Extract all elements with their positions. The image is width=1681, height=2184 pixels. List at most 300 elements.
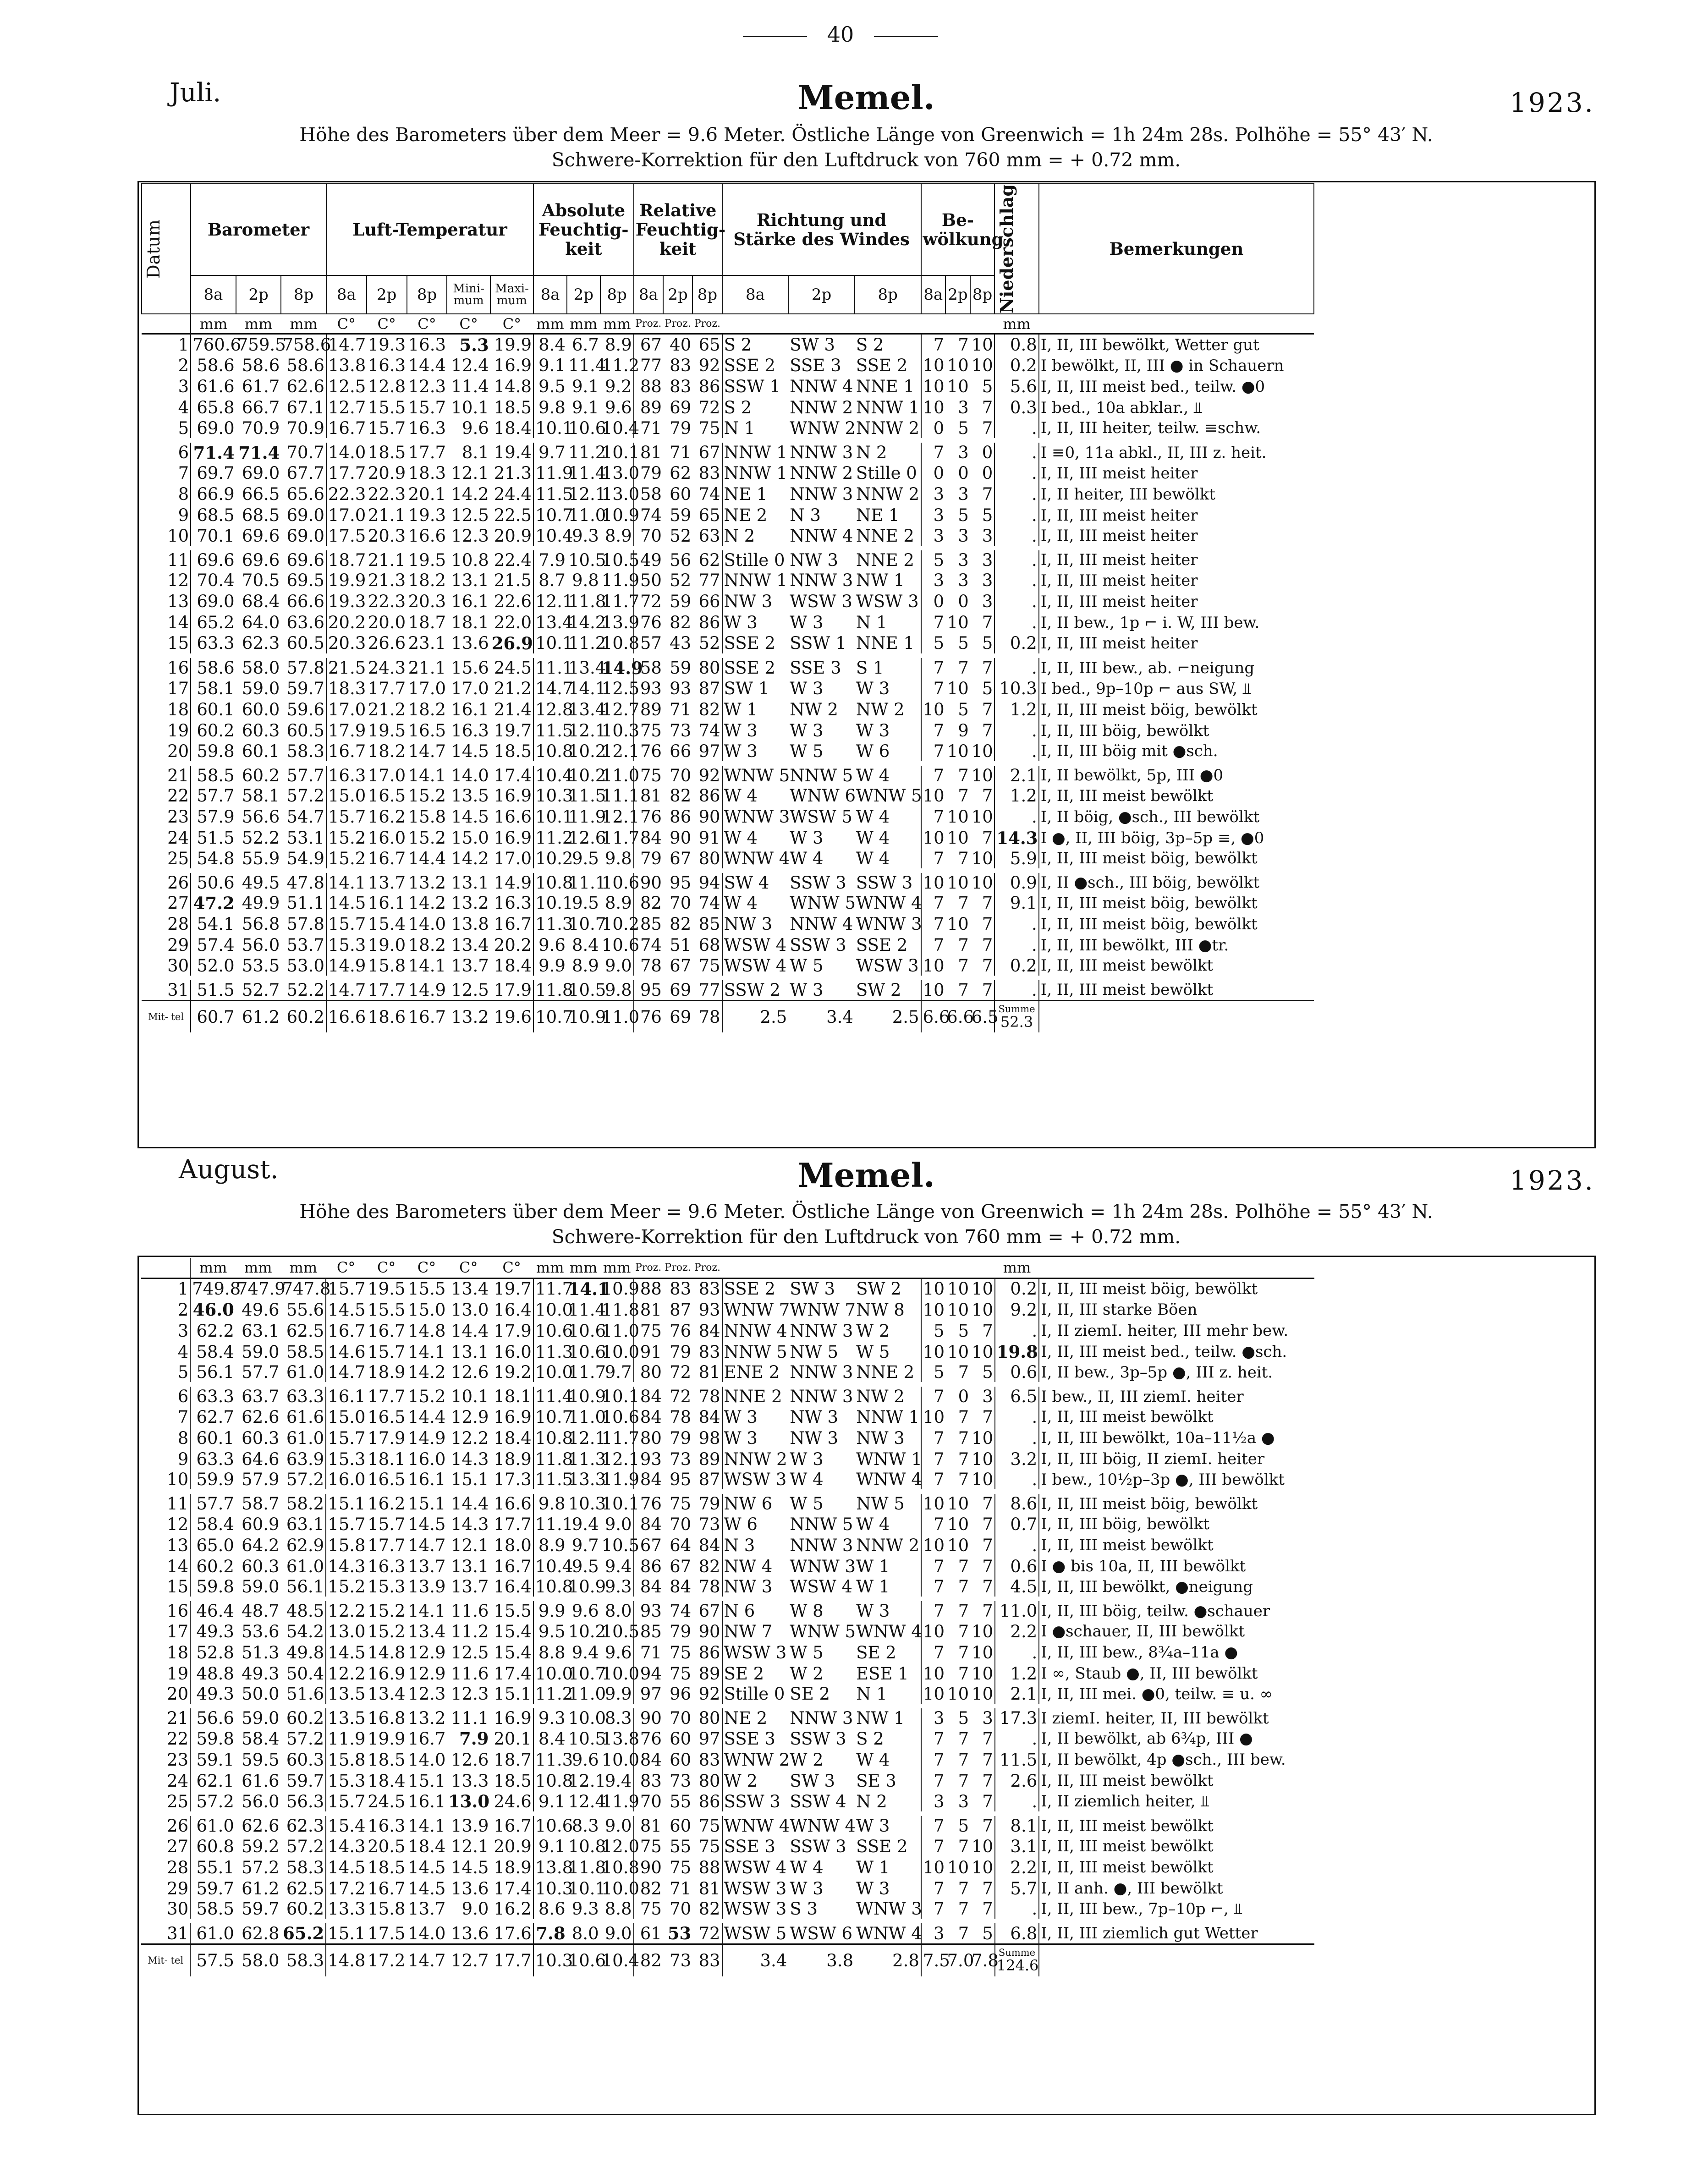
data-cell: 7 <box>958 1577 969 1597</box>
data-cell: 13.0 <box>451 1300 489 1320</box>
data-cell: 76 <box>640 807 662 827</box>
data-cell: 7 <box>970 785 995 807</box>
data-cell: 14.7 <box>535 679 573 699</box>
data-cell: W 3 <box>855 1599 921 1621</box>
data-cell: NNW 4 <box>724 1321 787 1341</box>
data-cell: 8.8 <box>600 1899 634 1921</box>
data-cell: 70 <box>670 893 692 913</box>
data-cell: 10.3 <box>600 720 634 741</box>
data-cell: 10.4 <box>535 1556 573 1576</box>
data-cell: 84 <box>640 828 662 848</box>
remark-cell: I, II, III böig, teilw. ●schauer <box>1041 1602 1270 1620</box>
data-cell: S 2 <box>724 398 752 418</box>
table-row <box>142 807 1314 828</box>
data-cell: 15.8 <box>368 955 406 976</box>
remark-cell: I bed., 10a abklar., ⫫ <box>1040 398 1203 417</box>
day-number: 11 <box>142 548 191 570</box>
data-cell: . <box>994 978 1038 1001</box>
data-cell: NW 3 <box>790 550 838 570</box>
station-info: Höhe des Barometers über dem Meer = 9.6 Meter. Östliche Länge von Greenwich = 1h 24m 28s. Polhöhe = 55° 43′ N. <box>299 1201 1433 1223</box>
data-cell: 16.4 <box>490 1577 533 1599</box>
data-cell: 52 <box>670 526 692 546</box>
data-cell: 61.2 <box>242 1878 280 1899</box>
data-cell: 14.4 <box>408 848 446 868</box>
data-cell: 5 <box>970 1921 995 1944</box>
data-cell: 15.4 <box>490 1621 533 1642</box>
gravity-correction: Schwere-Korrektion für den Luftdruck von 760 mm = + 0.72 mm. <box>551 1226 1181 1248</box>
data-cell: 60.2 <box>281 1899 326 1921</box>
data-cell: 60.2 <box>281 1706 326 1728</box>
remark-cell: I bed., 9p–10p ⌐ aus SW, ⫫ <box>1040 679 1252 698</box>
data-cell: 3 <box>933 1791 945 1811</box>
remark-cell: I, II, III böig, bewölkt <box>1041 1515 1209 1533</box>
data-cell: WNW 6 <box>790 786 856 806</box>
data-cell: NNW 2 <box>724 1449 787 1469</box>
mittel-value <box>1039 1000 1314 1032</box>
data-cell: 19.3 <box>408 505 446 526</box>
data-cell: NW 4 <box>724 1556 773 1576</box>
data-cell: 15.3 <box>328 1771 366 1791</box>
data-cell: 97 <box>692 741 722 763</box>
data-cell: 7 <box>958 1729 969 1749</box>
data-cell: 70 <box>670 1708 692 1728</box>
data-cell: 78 <box>640 955 662 976</box>
data-cell: W 3 <box>790 1878 824 1899</box>
data-cell: 74 <box>640 505 662 526</box>
year-label: 1923. <box>1509 1165 1595 1196</box>
data-cell: 83 <box>692 463 722 484</box>
data-cell: 7 <box>970 1577 995 1599</box>
data-cell: 14.5 <box>408 1857 446 1877</box>
table-row <box>142 463 1314 484</box>
data-cell: NNE 2 <box>724 1387 782 1406</box>
data-cell: 10.7 <box>568 914 606 934</box>
data-cell: 54.8 <box>197 848 235 868</box>
data-cell: 9.8 <box>600 978 634 1001</box>
mittel-value: 73 <box>670 1950 692 1970</box>
data-cell: 16.3 <box>368 1816 406 1836</box>
data-cell: 10 <box>947 1535 969 1555</box>
data-cell: 52.2 <box>281 978 326 1001</box>
data-cell: 17.9 <box>490 1320 533 1341</box>
data-cell: 13.3 <box>451 1771 489 1791</box>
unit-cell <box>921 1258 946 1278</box>
remark-cell: I ●schauer, II, III bewölkt <box>1041 1622 1245 1641</box>
remark-cell: I, II, III meist heiter <box>1040 551 1198 570</box>
data-cell: 14.7 <box>328 335 366 355</box>
mittel-value: 57.5 <box>196 1950 234 1970</box>
data-cell: 7 <box>958 1601 969 1621</box>
data-cell: 10 <box>970 1621 995 1642</box>
niederschlag-header-text: Niederschlag <box>996 184 1017 313</box>
data-cell: 7 <box>933 1642 945 1663</box>
unit-cell <box>788 314 855 334</box>
data-cell: . <box>994 418 1038 440</box>
data-cell: 16.7 <box>408 1729 446 1749</box>
data-cell: 7 <box>958 1642 969 1663</box>
data-cell: 89 <box>692 1449 722 1470</box>
data-cell: 14.5 <box>451 1857 489 1877</box>
data-cell: WSW 4 <box>724 935 787 955</box>
data-cell: 59 <box>670 592 692 612</box>
data-cell: 63.1 <box>281 1514 326 1535</box>
data-cell: 5 <box>970 505 995 526</box>
day-number: 8 <box>141 1427 190 1449</box>
data-cell: 5 <box>958 700 969 720</box>
data-cell: 17.7 <box>368 679 406 699</box>
data-cell: 9.7 <box>600 1362 634 1384</box>
data-cell: . <box>994 612 1038 633</box>
data-cell: 79 <box>670 1428 692 1448</box>
data-cell: 84 <box>692 1535 722 1556</box>
data-cell: 49.3 <box>196 1621 234 1641</box>
day-number: 1 <box>142 334 191 355</box>
data-cell: 14.4 <box>451 1494 489 1514</box>
data-cell: 10.5 <box>600 548 634 570</box>
unit-cell <box>1039 1258 1314 1278</box>
data-cell: 65.6 <box>281 484 326 505</box>
data-cell: 84 <box>640 1470 662 1489</box>
day-number: 19 <box>141 1663 190 1684</box>
data-cell: 12.1 <box>600 807 634 828</box>
data-cell: 20.3 <box>368 526 406 546</box>
data-cell: 7 <box>970 893 995 914</box>
data-cell: 86 <box>670 807 692 827</box>
data-cell: 57.2 <box>281 785 326 807</box>
data-cell: 24.4 <box>490 484 533 505</box>
data-cell: 10 <box>970 1857 995 1878</box>
mittel-value: 17.2 <box>368 1950 406 1970</box>
data-cell: 50.4 <box>281 1663 326 1684</box>
data-cell: 18.4 <box>368 1771 406 1791</box>
unit-label: mm <box>244 1259 272 1277</box>
data-cell: 7 <box>970 699 995 720</box>
data-cell: 11.3 <box>535 1750 573 1770</box>
table-row <box>142 484 1314 505</box>
remark-cell: I, II, III meist heiter <box>1040 634 1198 653</box>
data-cell: 8.9 <box>571 955 599 976</box>
data-cell: SSW 4 <box>790 1791 846 1811</box>
data-cell: WNW 3 <box>855 1899 921 1921</box>
data-cell: 59.6 <box>281 699 326 720</box>
data-cell: 51 <box>670 935 692 955</box>
data-cell: 93 <box>640 1449 662 1469</box>
data-cell: 24.6 <box>490 1791 533 1814</box>
data-cell: 77 <box>692 978 722 1001</box>
data-cell: 8.9 <box>538 1535 566 1555</box>
data-cell: 98 <box>692 1427 722 1449</box>
data-cell: WNW 4 <box>724 848 790 868</box>
data-cell: 58.6 <box>242 356 280 376</box>
data-cell: 14.5 <box>451 741 489 761</box>
data-cell: W 3 <box>724 613 758 633</box>
data-cell: 10 <box>923 873 945 893</box>
data-cell: 85 <box>640 914 662 934</box>
hour-header: 2p <box>567 275 600 314</box>
table-row <box>141 1320 1314 1341</box>
data-cell: 8.0 <box>571 1923 599 1943</box>
data-cell: 15.3 <box>328 1449 366 1469</box>
data-cell: NNE 2 <box>855 526 921 548</box>
data-cell: 10.0 <box>600 1878 634 1899</box>
data-cell: NNW 2 <box>790 463 853 483</box>
data-cell: 11.7 <box>600 828 634 849</box>
table-row <box>142 871 1314 893</box>
data-cell: 9.0 <box>600 1514 634 1535</box>
data-cell: 49.3 <box>196 1684 234 1704</box>
data-cell: 10 <box>947 1300 969 1320</box>
data-cell: 10 <box>923 1342 945 1362</box>
data-cell: 60.1 <box>196 1428 234 1448</box>
data-cell: W 1 <box>855 1577 921 1599</box>
data-cell: NNW 3 <box>790 1387 853 1406</box>
data-cell: 97 <box>640 1684 662 1704</box>
data-cell: 7 <box>933 1556 945 1576</box>
day-number: 25 <box>142 849 191 871</box>
data-cell: W 3 <box>724 721 758 741</box>
data-cell: 15.7 <box>328 1791 366 1811</box>
remark-cell: I, II, III meist heiter <box>1040 592 1198 611</box>
data-cell: 8.6 <box>995 1492 1039 1514</box>
data-cell: 10.0 <box>600 1341 634 1362</box>
data-cell: 10 <box>923 828 945 848</box>
data-cell: NNW 3 <box>790 484 853 505</box>
data-cell: 15.2 <box>368 1601 406 1621</box>
hour-header: 8a <box>722 275 789 314</box>
data-cell: 73 <box>670 1449 692 1469</box>
data-cell: 59.0 <box>242 1342 280 1362</box>
data-cell: 3 <box>958 398 969 418</box>
data-cell: 12.9 <box>451 1407 489 1427</box>
data-cell: 87 <box>692 1470 722 1492</box>
data-cell: 10 <box>923 1407 945 1427</box>
hour-header: Maxi- mum <box>490 275 533 314</box>
data-cell: 10.4 <box>600 418 634 440</box>
data-cell: W 3 <box>855 1814 921 1836</box>
data-cell: 7 <box>970 418 995 440</box>
data-cell: 8.3 <box>600 1706 634 1728</box>
data-cell: 10.6 <box>535 1816 573 1836</box>
data-cell: NW 1 <box>855 1706 921 1728</box>
unit-label: C° <box>418 315 436 333</box>
data-cell: 12.9 <box>408 1642 446 1663</box>
data-cell: 10.0 <box>600 1749 634 1770</box>
data-cell: 17.4 <box>490 763 533 785</box>
data-cell: 759.5 <box>237 335 286 355</box>
data-cell: 11.7 <box>535 1279 573 1299</box>
hour-header: 8p <box>600 275 634 314</box>
data-cell: 12.1 <box>451 1535 489 1555</box>
data-cell: 0 <box>933 418 945 438</box>
data-cell: W 5 <box>855 1341 921 1362</box>
data-cell: 14.5 <box>328 1642 366 1663</box>
data-cell: 60.3 <box>242 1556 280 1576</box>
data-cell: 10.2 <box>568 765 606 785</box>
data-cell: 8.4 <box>571 935 599 955</box>
mittel-value: 3.8 <box>826 1950 854 1970</box>
mittel-value: 10.3 <box>535 1950 573 1970</box>
data-cell: 58.1 <box>197 679 235 699</box>
data-cell: 83 <box>692 1749 722 1770</box>
data-cell: 66.6 <box>281 591 326 612</box>
data-cell: 47.8 <box>281 871 326 893</box>
data-cell: WSW 3 <box>724 1642 787 1663</box>
data-cell: 17.6 <box>490 1921 533 1944</box>
data-cell: NE 2 <box>724 505 768 526</box>
data-cell: 10 <box>947 1684 969 1704</box>
data-cell: 7 <box>933 1836 945 1856</box>
data-cell: 9.1 <box>994 893 1038 914</box>
unit-label: C° <box>336 1259 356 1277</box>
data-cell: 7.8 <box>536 1923 566 1943</box>
data-cell: . <box>994 656 1038 678</box>
data-cell: 19.8 <box>995 1341 1039 1362</box>
data-cell: . <box>994 807 1038 828</box>
data-cell: SSW 3 <box>855 871 921 893</box>
data-cell: 59.0 <box>242 1708 280 1728</box>
data-cell: 82 <box>640 1878 662 1899</box>
data-cell: 10.3 <box>568 1494 606 1514</box>
mittel-value <box>1039 1944 1314 1976</box>
data-cell: 7 <box>970 935 995 956</box>
table-row <box>142 418 1314 440</box>
hour-header: 8a <box>921 275 946 314</box>
data-cell: 7.9 <box>538 550 566 570</box>
data-cell: 59.7 <box>196 1878 234 1899</box>
data-cell: 88 <box>640 1279 662 1299</box>
data-cell: 69.6 <box>242 550 280 570</box>
data-cell: 75 <box>640 1321 662 1341</box>
data-cell: 95 <box>670 1470 692 1489</box>
data-cell: 54.7 <box>281 807 326 828</box>
data-cell: 19.7 <box>490 1278 533 1299</box>
data-cell: 17.9 <box>328 721 366 741</box>
data-cell: 21.5 <box>328 658 366 678</box>
data-cell: 9.5 <box>571 893 599 913</box>
data-cell: 0.8 <box>994 334 1038 355</box>
data-cell: W 2 <box>724 1771 758 1791</box>
data-cell: 10 <box>923 980 945 1000</box>
data-cell: 3.2 <box>995 1449 1039 1470</box>
table-row <box>142 956 1314 978</box>
remark-cell: I, II, III meist böig, bewölkt <box>1041 1494 1258 1513</box>
data-cell: 80 <box>692 1770 722 1791</box>
data-cell: 68.4 <box>242 592 280 612</box>
data-cell: 7 <box>970 1514 995 1535</box>
day-number: 23 <box>141 1749 190 1770</box>
data-cell: 5 <box>933 633 945 653</box>
hour-header: 8p <box>970 275 995 314</box>
data-cell: 10.7 <box>568 1663 606 1684</box>
data-cell: 16.9 <box>368 1663 406 1684</box>
data-cell: 57.7 <box>242 1362 280 1382</box>
data-cell: 48.7 <box>242 1601 280 1621</box>
month-title: August. <box>179 1155 279 1185</box>
data-cell: 10 <box>970 1684 995 1706</box>
data-cell: 9.6 <box>600 397 634 418</box>
data-cell: 10 <box>947 356 969 376</box>
data-cell: NW 3 <box>724 914 773 934</box>
data-cell: 16.9 <box>490 355 533 376</box>
july-table <box>141 183 1314 1032</box>
data-cell: 12.3 <box>451 1684 489 1704</box>
data-cell: 14.0 <box>408 914 446 934</box>
data-cell: 5 <box>933 550 945 570</box>
data-cell: 7 <box>933 1449 945 1469</box>
data-cell: 68.5 <box>242 505 280 526</box>
data-cell: 12.1 <box>568 1771 606 1791</box>
year-label: 1923. <box>1509 87 1595 118</box>
data-cell: 90 <box>640 1857 662 1877</box>
data-cell: NW 2 <box>855 1384 921 1406</box>
hour-header: 8p <box>855 275 921 314</box>
data-cell: 57.7 <box>197 786 235 806</box>
data-cell: . <box>994 935 1038 956</box>
data-cell: 69.0 <box>197 592 235 612</box>
data-cell: 87 <box>670 1300 692 1320</box>
data-cell: 11.4 <box>568 1300 606 1320</box>
table-row <box>142 656 1314 678</box>
data-cell: 7 <box>970 828 995 849</box>
data-cell: 58.4 <box>242 1729 280 1749</box>
data-cell: 18.5 <box>368 1857 406 1877</box>
data-cell: 3 <box>970 1706 995 1728</box>
data-cell: 11.8 <box>535 980 573 1000</box>
data-cell: W 4 <box>855 807 921 828</box>
data-cell: 58 <box>640 484 662 505</box>
data-cell: 60.3 <box>281 1749 326 1770</box>
table-row <box>141 1449 1314 1470</box>
data-cell: 14.5 <box>451 807 489 827</box>
data-cell: W 3 <box>724 1428 758 1448</box>
data-cell: 11.7 <box>600 591 634 612</box>
data-cell: 0.2 <box>994 355 1038 376</box>
data-cell: N 1 <box>855 612 921 633</box>
data-cell: 17.7 <box>368 980 406 1000</box>
data-cell: 74 <box>670 1601 692 1621</box>
table-row <box>141 1684 1314 1706</box>
data-cell: 8.9 <box>600 893 634 914</box>
data-cell: 57.8 <box>281 914 326 935</box>
day-number: 16 <box>141 1599 190 1621</box>
data-cell: 17.0 <box>328 505 366 526</box>
data-cell: 17.7 <box>490 1514 533 1535</box>
data-cell: 10 <box>970 1663 995 1684</box>
data-cell: 12.1 <box>535 592 573 612</box>
data-cell: 64.6 <box>242 1449 280 1469</box>
unit-cell <box>921 314 946 334</box>
data-cell: 22.3 <box>368 484 406 505</box>
data-cell: 16.4 <box>490 1299 533 1320</box>
data-cell: W 8 <box>790 1601 824 1621</box>
unit-label: C° <box>377 315 396 333</box>
data-cell: SSW 3 <box>790 935 846 955</box>
table-row <box>141 1814 1314 1836</box>
data-cell: 14.9 <box>490 871 533 893</box>
data-cell: 89 <box>640 700 662 720</box>
data-cell: 9.6 <box>600 1642 634 1663</box>
data-cell: 19.3 <box>328 592 366 612</box>
data-cell: 13.9 <box>408 1577 446 1597</box>
data-cell: 13.1 <box>451 1342 489 1362</box>
data-cell: W 3 <box>855 1878 921 1899</box>
data-cell: 16.1 <box>328 1387 366 1406</box>
data-cell: W 4 <box>790 1857 824 1877</box>
data-cell: 12.5 <box>328 377 366 397</box>
unit-label: mm <box>570 315 598 333</box>
data-cell: 7 <box>970 720 995 741</box>
data-cell: 85 <box>692 914 722 935</box>
